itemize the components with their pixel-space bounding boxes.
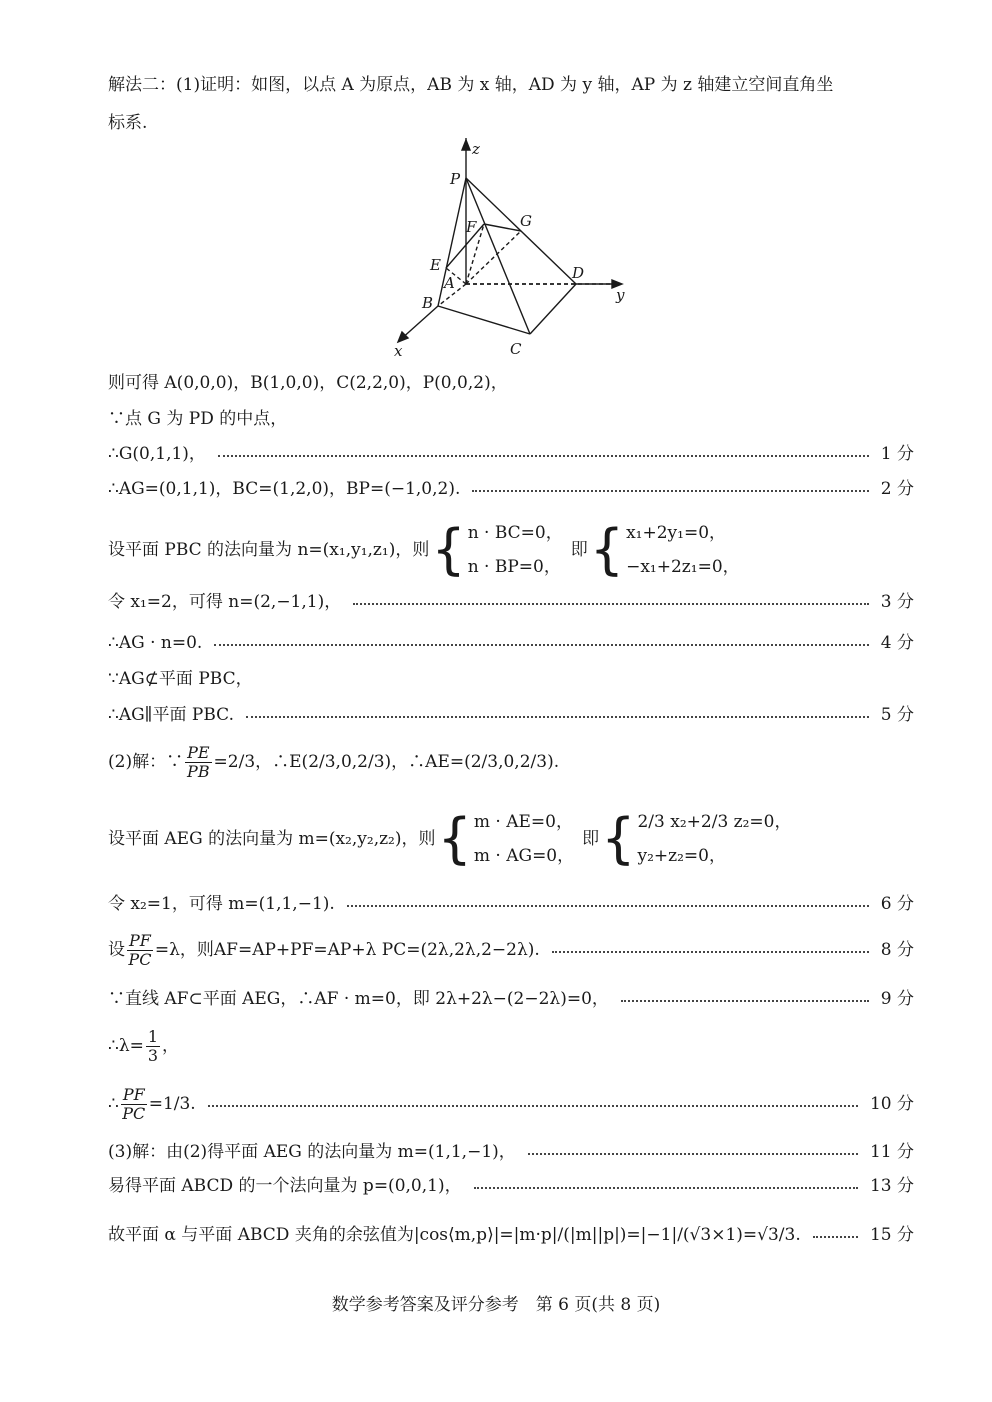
- edge-BC: [438, 306, 530, 334]
- part2-text: =2/3，∴E(2/3,0,2/3)，∴AE=(2/3,0,2/3).: [213, 752, 560, 772]
- dot-leader: [208, 1105, 858, 1107]
- pf-pc-fraction: [127, 932, 153, 969]
- label-A: A: [444, 274, 455, 292]
- dot-leader: [246, 716, 869, 718]
- segment-AG: [466, 231, 521, 284]
- g-coord-row: [108, 443, 914, 465]
- intro-line-1: 解法二：(1)证明：如图，以点 A 为原点，AB 为 x 轴，AD 为 y 轴，AP 为 z 轴建立空间直角坐: [108, 75, 834, 95]
- pbc-eq-2: −x₁+2z₁=0，: [626, 557, 740, 577]
- ag-dot-row: [108, 632, 914, 654]
- aeg-equations: [599, 805, 791, 873]
- ag-parallel-text: ∴AG∥平面 PBC.: [108, 705, 234, 725]
- cosine-row: [108, 1224, 914, 1246]
- dot-leader: [353, 603, 869, 605]
- score-4: 4 分: [880, 633, 914, 653]
- fraction-numerator: PF: [129, 930, 151, 950]
- dot-leader: [472, 490, 868, 492]
- fraction-denominator: PC: [128, 949, 152, 969]
- label-G: G: [520, 212, 532, 230]
- af-row: [108, 988, 914, 1010]
- edge-CD: [530, 284, 576, 334]
- score-2: 2 分: [880, 479, 914, 499]
- fraction-denominator: PC: [122, 1103, 146, 1123]
- dot-leader: [347, 905, 869, 907]
- label-D: D: [572, 264, 585, 282]
- pbc-condition-2: n · BP=0，: [467, 557, 561, 577]
- fraction-denominator: PB: [187, 761, 210, 781]
- set-lambda-prefix: 设: [108, 940, 125, 960]
- pbc-equations: [588, 516, 740, 584]
- pbc-condition-1: n · BC=0，: [467, 523, 563, 543]
- label-x: x: [394, 342, 403, 360]
- plane-pbc-row: [108, 520, 740, 580]
- part3-text: (3)解：由(2)得平面 AEG 的法向量为 m=(1,1,−1)，: [108, 1142, 516, 1162]
- plane-pbc-text: 设平面 PBC 的法向量为 n=(x₁,y₁,z₁)，则: [108, 540, 430, 560]
- lambda-fraction: [146, 1028, 160, 1065]
- score-10: 10 分: [869, 1094, 914, 1114]
- lambda-row: [108, 1026, 179, 1066]
- dot-leader: [621, 1000, 869, 1002]
- set-lambda-row: [108, 930, 914, 970]
- vectors-text: ∴AG=(0,1,1)，BC=(1,2,0)，BP=(−1,0,2).: [108, 479, 461, 499]
- part3-row: [108, 1141, 914, 1163]
- ji-text: 即: [570, 540, 588, 560]
- g-coord-text: ∴G(0,1,1)，: [108, 444, 206, 464]
- let-x1-text: 令 x₁=2，可得 n=(2,−1,1)，: [108, 592, 342, 612]
- fraction-numerator: PF: [122, 1084, 145, 1104]
- left-brace-icon: {: [431, 518, 466, 581]
- ratio-value: =1/3.: [148, 1094, 196, 1114]
- lambda-prefix: ∴λ=: [108, 1036, 144, 1056]
- plane-aeg-row: [108, 806, 792, 872]
- comma: ，: [162, 1036, 180, 1056]
- ag-dot-text: ∴AG · n=0.: [108, 633, 203, 653]
- pbc-eq-1: x₁+2y₁=0，: [626, 523, 727, 543]
- abcd-normal-row: [108, 1175, 914, 1197]
- let-x2-row: [108, 893, 914, 915]
- score-13: 13 分: [869, 1176, 914, 1196]
- score-6: 6 分: [880, 894, 914, 914]
- left-brace-icon: {: [437, 807, 472, 870]
- aeg-condition-1: m · AE=0，: [473, 812, 573, 832]
- intro-line-2: 标系.: [108, 113, 148, 133]
- aeg-eq-1: 2/3 x₂+2/3 z₂=0，: [637, 812, 792, 832]
- cosine-text: 故平面 α 与平面 ABCD 夹角的余弦值为|cos⟨m,p⟩|=|m·p|/(|m||p|)=|−1|/(√3×1)=√3/3.: [108, 1225, 801, 1245]
- vectors-row: [108, 478, 914, 500]
- score-8: 8 分: [880, 940, 914, 960]
- part2-prefix: (2)解：∵: [108, 752, 184, 772]
- fraction-numerator: 1: [147, 1026, 159, 1046]
- pbc-system: [429, 516, 562, 584]
- edge-PC: [466, 178, 530, 334]
- label-P: P: [450, 170, 461, 188]
- dot-leader: [813, 1236, 858, 1238]
- left-brace-icon: {: [589, 518, 625, 581]
- dot-leader: [552, 951, 869, 953]
- score-15: 15 分: [869, 1225, 914, 1245]
- score-1: 1 分: [880, 444, 914, 464]
- score-3: 3 分: [880, 592, 914, 612]
- af-text: ∵直线 AF⊂平面 AEG，∴AF · m=0，即 2λ+2λ−(2−2λ)=0，: [108, 989, 609, 1009]
- ag-not-in-plane: ∵AG⊄平面 PBC，: [108, 669, 253, 689]
- label-y: y: [616, 286, 625, 304]
- aeg-system: [436, 805, 575, 873]
- let-x1-row: [108, 591, 914, 613]
- label-F: F: [466, 218, 477, 236]
- ag-parallel-row: [108, 704, 914, 726]
- g-midpoint-line: ∵点 G 为 PD 的中点，: [108, 409, 288, 429]
- label-E: E: [430, 256, 441, 274]
- coords-line: 则可得 A(0,0,0)，B(1,0,0)，C(2,2,0)，P(0,0,2)，: [108, 373, 508, 393]
- ratio-fraction: [121, 1086, 147, 1123]
- plane-aeg-text: 设平面 AEG 的法向量为 m=(x₂,y₂,z₂)，则: [108, 829, 436, 849]
- score-5: 5 分: [880, 705, 914, 725]
- dot-leader: [214, 644, 868, 646]
- pyramid-figure: [380, 138, 640, 368]
- ji-text: 即: [582, 829, 600, 849]
- abcd-normal-text: 易得平面 ABCD 的一个法向量为 p=(0,0,1)，: [108, 1176, 462, 1196]
- score-9: 9 分: [880, 989, 914, 1009]
- dot-leader: [218, 455, 869, 457]
- page-footer: 数学参考答案及评分参考 第 6 页(共 8 页): [331, 1295, 661, 1315]
- label-z: z: [472, 140, 480, 158]
- ratio-prefix: ∴: [108, 1094, 119, 1114]
- aeg-eq-2: y₂+z₂=0，: [637, 846, 726, 866]
- label-C: C: [510, 340, 522, 358]
- score-11: 11 分: [869, 1142, 914, 1162]
- ratio-row: [108, 1084, 914, 1124]
- label-B: B: [422, 294, 434, 312]
- left-brace-icon: {: [601, 807, 636, 870]
- aeg-condition-2: m · AG=0，: [473, 846, 575, 866]
- pe-pb-fraction: [185, 744, 211, 781]
- set-lambda-text: =λ，则AF=AP+PF=AP+λ PC=(2λ,2λ,2−2λ).: [154, 940, 540, 960]
- dot-leader: [528, 1153, 858, 1155]
- part2-row: [108, 742, 559, 782]
- z-axis-arrow: [462, 140, 470, 150]
- dot-leader: [474, 1187, 858, 1189]
- fraction-numerator: PE: [187, 742, 210, 762]
- fraction-denominator: 3: [147, 1045, 159, 1065]
- let-x2-text: 令 x₂=1，可得 m=(1,1,−1).: [108, 894, 335, 914]
